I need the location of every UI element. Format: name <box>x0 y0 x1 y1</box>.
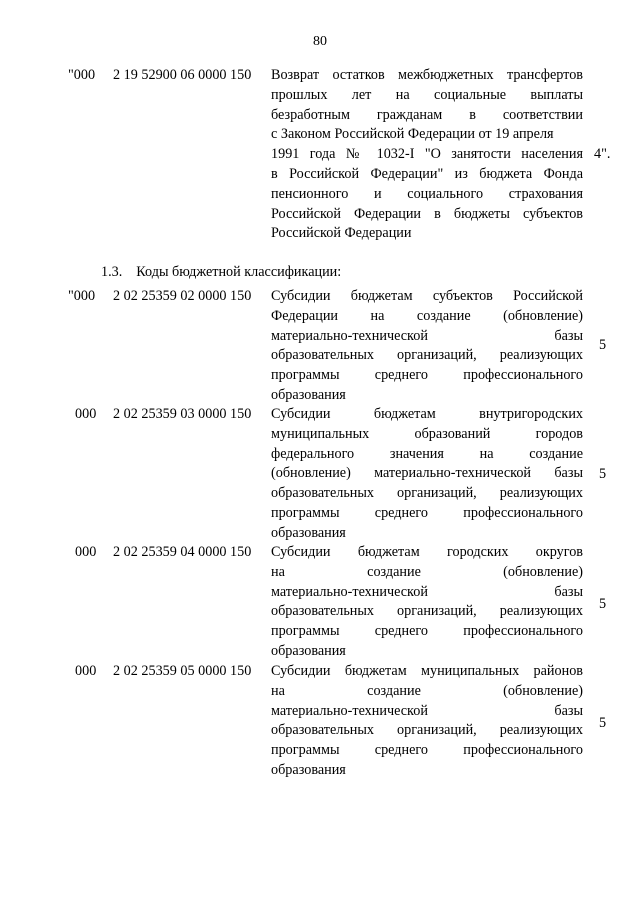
description-line: образовательных организаций, реализующих <box>271 722 583 739</box>
kbk-code: 2 02 25359 03 0000 150 <box>113 406 252 422</box>
admin-code: 000 <box>75 544 97 560</box>
description-line: Субсидии бюджетам городских округов <box>271 544 583 560</box>
admin-code: "000 <box>68 288 96 304</box>
admin-code: "000 <box>68 67 96 83</box>
description-line: образования <box>271 642 346 659</box>
description-line: Российской Федерации <box>271 225 412 242</box>
description-line: программы среднего профессионального <box>271 504 583 521</box>
description-line: пенсионного и социального страхования <box>271 185 583 202</box>
description-line: образования <box>271 524 346 541</box>
kbk-code: 2 02 25359 02 0000 150 <box>113 288 252 304</box>
admin-code: 000 <box>75 406 97 422</box>
description-line: программы среднего профессионального <box>271 623 583 640</box>
row-value: 4". <box>594 146 611 162</box>
kbk-code: 2 02 25359 04 0000 150 <box>113 544 252 560</box>
description-line: материально-технической базы <box>271 327 583 344</box>
description-line: образовательных организаций, реализующих <box>271 347 583 364</box>
description-line: Российской Федерации в бюджеты субъектов <box>271 205 583 222</box>
description-line: 1991 года № 1032-I "О занятости населения <box>271 146 583 163</box>
description-line: федерального значения на создание <box>271 445 583 462</box>
row-value: 5 <box>599 715 607 731</box>
description-line: прошлых лет на социальные выплаты <box>271 86 583 103</box>
row-value: 5 <box>599 466 607 482</box>
description-line: с Законом Российской Федерации от 19 апреля <box>271 126 554 143</box>
description-line: Субсидии бюджетам субъектов Российской <box>271 288 583 304</box>
row-description <box>271 405 583 544</box>
row-description <box>271 662 583 781</box>
description-line: Федерации на создание (обновление) <box>271 307 583 324</box>
section-number: 1.3. <box>101 264 123 280</box>
description-line: образования <box>271 761 346 778</box>
description-line: Возврат остатков межбюджетных трансфертов <box>271 67 583 83</box>
row-description <box>271 66 583 244</box>
kbk-code: 2 02 25359 05 0000 150 <box>113 663 252 679</box>
description-line: образовательных организаций, реализующих <box>271 485 583 502</box>
description-line: в Российской Федерации" из бюджета Фонда <box>271 165 583 182</box>
description-line: материально-технической базы <box>271 702 583 719</box>
description-line: программы среднего профессионального <box>271 367 583 384</box>
description-line: материально-технической базы <box>271 583 583 600</box>
description-line: муниципальных образований городов <box>271 425 583 442</box>
section-title: Коды бюджетной классификации: <box>136 264 342 280</box>
description-line: (обновление) материально-технической базы <box>271 465 583 482</box>
description-line: Субсидии бюджетам внутригородских <box>271 406 583 422</box>
row-description <box>271 287 583 406</box>
row-description <box>271 543 583 662</box>
description-line: безработным гражданам в соответствии <box>271 106 583 123</box>
description-line: образования <box>271 386 346 403</box>
description-line: Субсидии бюджетам муниципальных районов <box>271 663 583 679</box>
row-value: 5 <box>599 337 607 353</box>
page-number: 80 <box>313 34 327 49</box>
description-line: образовательных организаций, реализующих <box>271 603 583 620</box>
section-heading <box>101 263 341 283</box>
admin-code: 000 <box>75 663 97 679</box>
description-line: на создание (обновление) <box>271 682 583 699</box>
description-line: программы среднего профессионального <box>271 742 583 759</box>
kbk-code: 2 19 52900 06 0000 150 <box>113 67 252 83</box>
row-value: 5 <box>599 596 607 612</box>
description-line: на создание (обновление) <box>271 563 583 580</box>
